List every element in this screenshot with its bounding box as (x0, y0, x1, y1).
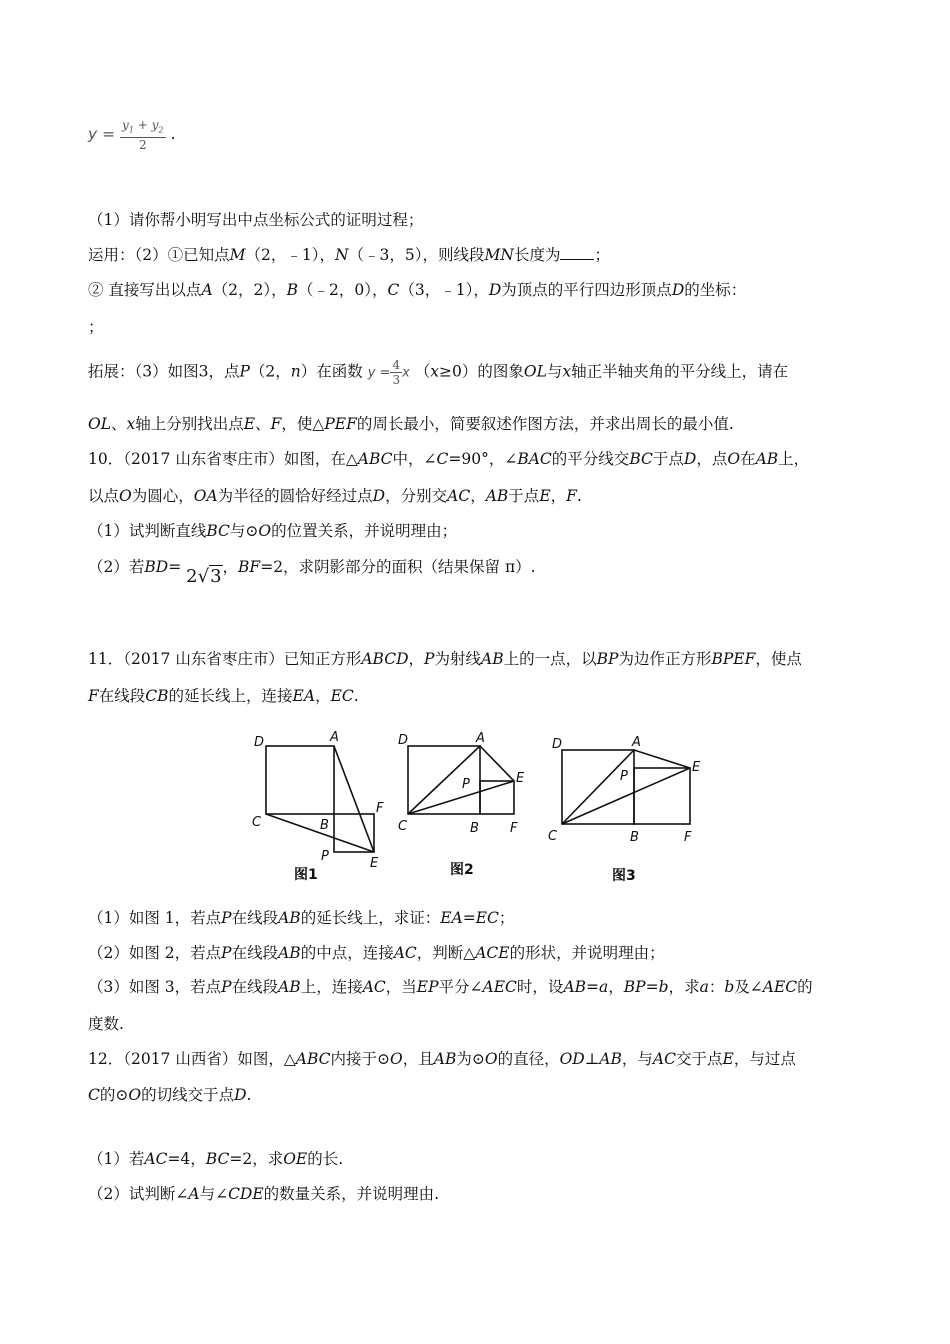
sqrt-coef: 2 (186, 566, 198, 587)
t: AC (447, 487, 471, 505)
t: ，点 (696, 450, 728, 468)
t: BAC (517, 450, 552, 468)
t: （1）若 (88, 1150, 145, 1168)
t: ，分别交 (385, 487, 448, 505)
t: ； (594, 246, 610, 264)
t: A (188, 1185, 200, 1203)
t: （1）试判断直线 (88, 522, 207, 540)
t: （2，2）， (212, 281, 287, 299)
fig1-square-bpef (334, 814, 374, 852)
fig1-label-e: E (370, 856, 379, 871)
t: D (671, 281, 685, 299)
t: ，求 (668, 978, 700, 996)
t: 为射线 (434, 650, 481, 668)
t: ， (222, 558, 239, 576)
formula-plus: + (137, 118, 148, 132)
t: ， (408, 650, 425, 668)
t: . (353, 687, 359, 705)
t: 上，连接 (300, 978, 363, 996)
formula-sub-1: 1 (128, 125, 134, 135)
t: =2，求阴影部分的面积（结果保留 π）. (260, 558, 536, 576)
fig1-label-a: A (330, 730, 339, 745)
t: P (221, 909, 232, 927)
t: 与 (546, 362, 563, 381)
fig2-label-b: B (470, 821, 479, 836)
p9-q1-text: （1）请你帮小明写出中点坐标公式的证明过程； (88, 211, 424, 229)
t: 于点 (652, 450, 684, 468)
t: （﹣2，0）， (298, 281, 388, 299)
fig2-line-ae (480, 746, 514, 781)
fig1-square-abcd (266, 746, 334, 814)
p12-q1 (88, 1148, 343, 1170)
t: ， (315, 687, 331, 705)
t: P (221, 978, 232, 996)
t: ABC (357, 450, 393, 468)
t: =4， (167, 1150, 206, 1168)
fig2-label-d: D (398, 733, 409, 748)
func-x: x (402, 365, 410, 381)
t: AC (652, 1050, 676, 1068)
t: 的直径， (497, 1050, 560, 1068)
t: （ (414, 362, 431, 381)
fig2-label-e: E (516, 771, 525, 786)
t: OE (283, 1150, 308, 1168)
formula-num-a: y (122, 118, 129, 132)
t: OL (523, 362, 547, 381)
t: a (599, 978, 609, 996)
sqrt-radicand: 3 (210, 566, 222, 587)
t: ，与过点 (733, 1050, 796, 1068)
t: AB (278, 978, 301, 996)
t: ，使点 (755, 650, 802, 668)
t: AEC (482, 978, 517, 996)
t: 于点 (508, 487, 540, 505)
t: 为顶点的平行四边形顶点 (501, 281, 672, 299)
fig3-label-p: P (620, 769, 628, 784)
sqrt-icon: √ (197, 566, 210, 587)
t: O (128, 1086, 142, 1104)
t: AB (433, 1050, 457, 1068)
p12-l1 (88, 1048, 796, 1070)
t: MN (484, 246, 514, 264)
t: 、 (111, 415, 127, 433)
t: AC (144, 1150, 168, 1168)
formula-num-b: y (151, 118, 159, 132)
t: O (119, 487, 132, 505)
t: 平分∠ (438, 978, 483, 996)
t: O (484, 1050, 498, 1068)
t: OD (559, 1050, 585, 1068)
fig3-line-ca (562, 750, 634, 824)
t: BF (238, 558, 261, 576)
t: x (430, 362, 439, 381)
t: ，判断△ (416, 944, 476, 962)
t: AC (393, 944, 417, 962)
t: ② 直接写出以点 (88, 281, 202, 299)
t: 的切线交于点 (141, 1086, 235, 1104)
t: 的⊙ (99, 1086, 129, 1104)
t: 长度为 (513, 246, 561, 264)
t: 及∠ (734, 978, 763, 996)
t: BPEF (711, 650, 756, 668)
t: 的平分线交 (551, 450, 630, 468)
t: ，当 (385, 978, 417, 996)
t: 、 (255, 415, 271, 433)
t: = (462, 909, 476, 927)
fig3-label-f: F (684, 830, 692, 845)
t: 在线段 (231, 909, 279, 927)
t: A (201, 281, 213, 299)
t: 的长. (307, 1150, 344, 1168)
p11-q1 (88, 907, 514, 929)
t: CB (145, 687, 169, 705)
t: BP (623, 978, 646, 996)
fig1-label-f: F (376, 801, 384, 816)
t: 的形状，并说明理由； (509, 944, 665, 962)
t: BP (596, 650, 619, 668)
t: C (88, 1086, 100, 1104)
t: b (658, 978, 669, 996)
p11-q2 (88, 942, 665, 964)
t: ， (550, 487, 567, 505)
t: =2，求 (229, 1150, 284, 1168)
t: 轴上分别找出点 (135, 415, 244, 433)
t: ABC (295, 1050, 331, 1068)
fig3-label-c: C (548, 829, 558, 844)
t: OL (88, 415, 112, 433)
formula-den: 2 (138, 138, 147, 153)
t: 时，设 (516, 978, 564, 996)
fig3-label-e: E (692, 760, 701, 775)
fig2-caption: 图2 (450, 862, 474, 878)
t: 在线段 (231, 978, 279, 996)
fig1-label-c: C (252, 815, 262, 830)
t: 与⊙ (229, 522, 259, 540)
t: （2）若 (88, 558, 145, 576)
t: AB (278, 909, 301, 927)
t: P (239, 362, 250, 381)
t: EC (475, 909, 499, 927)
t: D (234, 1086, 247, 1104)
t: （﹣3，5），则线段 (348, 246, 485, 264)
t: ， (608, 978, 624, 996)
t: ABCD (361, 650, 409, 668)
func-num: 4 (392, 358, 401, 372)
t: ，使△ (281, 415, 325, 433)
t: 拓展：（3）如图3，点 (88, 362, 240, 381)
t: （1）如图 1，若点 (88, 909, 222, 927)
t: x (126, 415, 136, 433)
t: BC (206, 522, 230, 540)
t: 11．（2017 山东省枣庄市）已知正方形 (88, 650, 362, 668)
t: = (645, 978, 659, 996)
t: AB (481, 650, 504, 668)
t: 内接于⊙ (330, 1050, 391, 1068)
fig1-caption: 图1 (294, 867, 318, 883)
t: （2）如图 2，若点 (88, 944, 222, 962)
t: O (390, 1050, 403, 1068)
t: 的延长线上，求证： (300, 909, 441, 927)
t: 在线段 (231, 944, 279, 962)
t: 为圆心， (131, 487, 194, 505)
fig1-label-b: B (320, 818, 329, 833)
t: ）在函数 (300, 362, 363, 381)
fig2-label-c: C (398, 819, 408, 834)
fig3-label-b: B (630, 830, 639, 845)
t: F (88, 687, 99, 705)
t: （3，﹣1）， (399, 281, 489, 299)
t: EA (292, 687, 316, 705)
t: 度数. (88, 1015, 124, 1033)
t: E (722, 1050, 734, 1068)
t: AB (563, 978, 587, 996)
t: P (221, 944, 232, 962)
fig3-caption: 图3 (612, 868, 636, 884)
t: ⊥ (584, 1050, 600, 1068)
fig3-label-d: D (552, 737, 563, 752)
t: BC (205, 1150, 230, 1168)
t: ，与 (621, 1050, 653, 1068)
fig2-line-ce (408, 781, 514, 814)
t: 的延长线上，连接 (168, 687, 293, 705)
t: D (683, 450, 697, 468)
t: （2）试判断∠ (88, 1185, 189, 1203)
fig1-label-p: P (321, 849, 329, 864)
t: 上的一点，以 (503, 650, 597, 668)
t: EP (416, 978, 439, 996)
t: EC (330, 687, 354, 705)
t: 轴正半轴夹角的平分线上，请在 (571, 362, 789, 381)
t: 运用：（2）①已知点 (88, 246, 230, 264)
t: ； (498, 909, 515, 927)
t: N (334, 246, 349, 264)
t: x (562, 362, 572, 381)
t: AB (278, 944, 301, 962)
t: ，且 (402, 1050, 434, 1068)
fig2-label-p: P (462, 777, 470, 792)
t: 在线段 (98, 687, 146, 705)
t: 10．（2017 山东省枣庄市）如图，在△ (88, 450, 358, 468)
t: 中，∠ (392, 450, 437, 468)
t: O (258, 522, 272, 540)
t: C (387, 281, 400, 299)
t: BC (629, 450, 653, 468)
t: CDE (228, 1185, 264, 1203)
t: BD (144, 558, 169, 576)
t: b (724, 978, 735, 996)
t: 的坐标： (684, 281, 747, 299)
fig1-line-ae (334, 746, 374, 852)
p12-q2 (88, 1183, 439, 1205)
t: 与∠ (199, 1185, 229, 1203)
t: 的位置关系，并说明理由； (271, 522, 458, 540)
p11-q3-end (88, 1013, 124, 1035)
t: =90°，∠ (448, 450, 518, 468)
t: 为边作正方形 (618, 650, 712, 668)
t: ， (470, 487, 486, 505)
func-lhs: y = (367, 365, 391, 381)
t: 的中点，连接 (300, 944, 394, 962)
t: （2， (249, 362, 291, 381)
t: 为⊙ (456, 1050, 485, 1068)
t: . (576, 487, 582, 505)
t: 交于点 (675, 1050, 723, 1068)
fig2-label-a: A (476, 731, 485, 746)
t: AB (485, 487, 509, 505)
t: 在 (740, 450, 756, 468)
fig3-line-ae (634, 750, 690, 768)
t: （3）如图 3，若点 (88, 978, 222, 996)
fig2-label-f: F (510, 821, 518, 836)
t: = (168, 558, 182, 576)
t: D (488, 281, 502, 299)
fig3-square-bpef (634, 768, 690, 824)
t: P (424, 650, 435, 668)
formula-lhs: y = (88, 125, 116, 144)
fig1-label-d: D (254, 735, 265, 750)
t: F (270, 415, 282, 433)
t: = (586, 978, 600, 996)
t: ≥0）的图象 (439, 362, 524, 381)
t: 的周长最小，简要叙述作图方法，并求出周长的最小值. (356, 415, 734, 433)
t: 的数量关系，并说明理由. (263, 1185, 440, 1203)
p11-q3 (88, 976, 813, 998)
t: ： (708, 978, 725, 996)
t: 以点 (88, 487, 120, 505)
t: 上， (778, 450, 810, 468)
t: OA (193, 487, 218, 505)
func-den: 3 (392, 373, 401, 387)
formula-tail: . (170, 125, 176, 144)
p12-l2 (88, 1084, 251, 1106)
t: B (286, 281, 299, 299)
t: ACE (475, 944, 510, 962)
t: 为半径的圆恰好经过点 (217, 487, 373, 505)
t: EA (440, 909, 463, 927)
t: PEF (324, 415, 357, 433)
t: F (566, 487, 577, 505)
t: 12．（2017 山西省）如图，△ (88, 1050, 296, 1068)
t: AC (362, 978, 386, 996)
fig3-label-a: A (632, 735, 641, 750)
t: C (436, 450, 449, 468)
t: 的 (797, 978, 813, 996)
t: ； (88, 318, 104, 336)
t: a (699, 978, 709, 996)
t: AB (599, 1050, 622, 1068)
t: O (727, 450, 741, 468)
t: AB (755, 450, 779, 468)
t: . (246, 1086, 252, 1104)
t: （2，﹣1）， (245, 246, 335, 264)
t: D (372, 487, 386, 505)
t: M (229, 246, 246, 264)
t: E (243, 415, 256, 433)
t: n (290, 362, 301, 381)
formula-sub-2: 2 (158, 125, 164, 135)
t: AEC (762, 978, 798, 996)
t: E (539, 487, 551, 505)
